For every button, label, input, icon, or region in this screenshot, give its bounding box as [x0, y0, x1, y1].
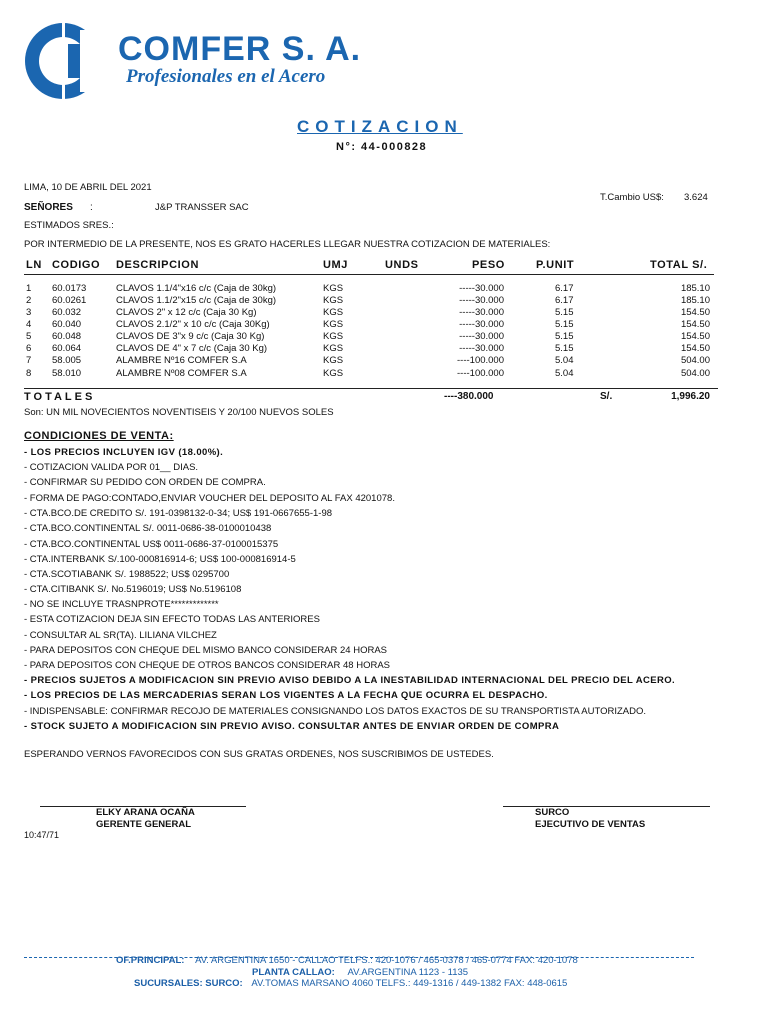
footer-sucursales-text: AV.TOMAS MARSANO 4060 TELFS.: 449-1316 / 449-1382 FAX: 448-0615	[251, 978, 568, 989]
row-ln: 6	[26, 343, 32, 354]
table-header	[0, 259, 768, 273]
condition-item: - CONSULTAR AL SR(TA). LILIANA VILCHEZ	[24, 630, 217, 641]
footer-planta-text: AV.ARGENTINA 1123 - 1135	[347, 967, 469, 978]
row-code: 58.010	[52, 368, 82, 379]
condition-item: - CTA.BCO.CONTINENTAL US$ 0011-0686-37-0100015375	[24, 539, 279, 550]
row-peso: -----30.000	[459, 307, 504, 318]
table-row	[0, 331, 768, 343]
row-peso: ----100.000	[457, 368, 504, 379]
row-ln: 4	[26, 319, 32, 330]
row-code: 60.0261	[52, 295, 87, 306]
row-punit: 6.17	[555, 295, 574, 306]
row-total: 504.00	[680, 355, 710, 366]
intro-text: POR INTERMEDIO DE LA PRESENTE, NOS ES GRATO HACERLES LLEGAR NUESTRA COTIZACION DE MATERIALES:	[24, 239, 551, 250]
row-peso: ----100.000	[457, 355, 504, 366]
amount-in-words: Son: UN MIL NOVECIENTOS NOVENTISEIS Y 20/100 NUEVOS SOLES	[24, 407, 334, 418]
row-punit: 5.15	[555, 331, 574, 342]
footer-sucursales	[134, 978, 567, 989]
left-signer-name: ELKY ARANA OCAÑA	[96, 807, 195, 818]
totals-rule	[24, 388, 718, 389]
footer-principal-text: AV. ARGENTINA 1650 - CALLAO TELFS.: 420-1076 / 465-0378 / 465-0774 FAX: 420-1078	[195, 955, 578, 966]
row-code: 60.048	[52, 331, 82, 342]
table-row	[0, 295, 768, 307]
company-slogan: Profesionales en el Acero	[126, 66, 326, 87]
row-punit: 5.15	[555, 319, 574, 330]
row-desc: CLAVOS 2.1/2" x 10 c/c (Caja 30Kg)	[116, 319, 270, 330]
row-peso: -----30.000	[459, 283, 504, 294]
exchange-rate-label: T.Cambio US$:	[600, 192, 664, 203]
condition-item: - COTIZACION VALIDA POR 01__ DIAS.	[24, 462, 199, 473]
left-signer-title: GERENTE GENERAL	[96, 819, 192, 830]
place-date: LIMA, 10 DE ABRIL DEL 2021	[24, 182, 152, 193]
col-punit: P.UNIT	[536, 259, 575, 271]
footer-principal	[116, 955, 578, 966]
table-row	[0, 319, 768, 331]
row-punit: 5.15	[555, 343, 574, 354]
row-code: 60.032	[52, 307, 82, 318]
print-time: 10:47/71	[24, 830, 60, 840]
col-codigo: CODIGO	[52, 259, 101, 271]
condition-item: - FORMA DE PAGO:CONTADO,ENVIAR VOUCHER DEL DEPOSITO AL FAX 4201078.	[24, 493, 395, 504]
condition-item: - PARA DEPOSITOS CON CHEQUE DE OTROS BANCOS CONSIDERAR 48 HORAS	[24, 660, 390, 671]
row-total: 504.00	[680, 368, 710, 379]
company-name: COMFER S. A.	[118, 30, 362, 68]
row-umj: KGS	[323, 307, 344, 318]
totals-label: TOTALES	[24, 391, 96, 403]
condition-item: - CTA.SCOTIABANK S/. 1988522; US$ 0295700	[24, 569, 230, 580]
col-unds: UNDS	[385, 259, 419, 271]
row-desc: ALAMBRE Nº16 COMFER S.A	[116, 355, 247, 366]
condition-item: - CONFIRMAR SU PEDIDO CON ORDEN DE COMPRA.	[24, 477, 266, 488]
right-signer-title: EJECUTIVO DE VENTAS	[535, 819, 646, 830]
row-code: 58.005	[52, 355, 82, 366]
row-desc: CLAVOS DE 3"x 9 c/c (Caja 30 Kg)	[116, 331, 265, 342]
col-total: TOTAL S/.	[650, 259, 708, 271]
client-name: J&P TRANSSER SAC	[155, 202, 249, 213]
row-total: 185.10	[680, 283, 710, 294]
table-row	[0, 368, 768, 380]
row-peso: -----30.000	[459, 295, 504, 306]
footer-sucursales-label: SUCURSALES: SURCO:	[134, 978, 243, 989]
row-code: 60.040	[52, 319, 82, 330]
col-peso: PESO	[472, 259, 505, 271]
footer-planta-label: PLANTA CALLAO:	[252, 967, 335, 978]
condition-item: - ESTA COTIZACION DEJA SIN EFECTO TODAS LAS ANTERIORES	[24, 614, 320, 625]
row-ln: 3	[26, 307, 32, 318]
greeting: ESTIMADOS SRES.:	[24, 220, 114, 231]
row-umj: KGS	[323, 295, 344, 306]
col-umj: UMJ	[323, 259, 349, 271]
row-umj: KGS	[323, 331, 344, 342]
condition-item: - PARA DEPOSITOS CON CHEQUE DEL MISMO BANCO CONSIDERAR 24 HORAS	[24, 645, 388, 656]
footer-principal-label: OF.PRINCIPAL:	[116, 955, 185, 966]
totals-peso: ----380.000	[444, 391, 494, 402]
condition-item: - STOCK SUJETO A MODIFICACION SIN PREVIO AVISO. CONSULTAR ANTES DE ENVIAR ORDEN DE COMPRA	[24, 721, 560, 732]
row-peso: -----30.000	[459, 319, 504, 330]
row-ln: 1	[26, 283, 32, 294]
row-total: 154.50	[680, 319, 710, 330]
footer-planta	[252, 967, 468, 978]
logo-mark-icon	[24, 22, 120, 100]
row-desc: CLAVOS 1.1/2"x15 c/c (Caja de 30kg)	[116, 295, 277, 306]
row-umj: KGS	[323, 283, 344, 294]
row-umj: KGS	[323, 319, 344, 330]
row-code: 60.064	[52, 343, 82, 354]
table-row	[0, 355, 768, 367]
row-code: 60.0173	[52, 283, 87, 294]
row-desc: ALAMBRE Nº08 COMFER S.A	[116, 368, 247, 379]
condition-item: - PRECIOS SUJETOS A MODIFICACION SIN PREVIO AVISO DEBIDO A LA INESTABILIDAD INTERNACIONAL DEL PRECIO DEL ACERO.	[24, 675, 676, 686]
condition-item: - LOS PRECIOS DE LAS MERCADERIAS SERAN LOS VIGENTES A LA FECHA QUE OCURRA EL DESPACHO.	[24, 690, 548, 701]
row-punit: 5.15	[555, 307, 574, 318]
row-ln: 7	[26, 355, 32, 366]
table-row	[0, 343, 768, 355]
row-punit: 5.04	[555, 368, 574, 379]
row-punit: 6.17	[555, 283, 574, 294]
right-signer-name: SURCO	[535, 807, 570, 818]
row-ln: 8	[26, 368, 32, 379]
col-descripcion: DESCRIPCION	[116, 259, 199, 271]
totals-amount: 1,996.20	[671, 391, 710, 402]
col-ln: LN	[26, 259, 42, 271]
row-umj: KGS	[323, 343, 344, 354]
condition-item: - INDISPENSABLE: CONFIRMAR RECOJO DE MATERIALES CONSIGNANDO LOS DATOS EXACTOS DE SU TRANSPORTISTA AUTORIZADO.	[24, 706, 647, 717]
conditions-title: CONDICIONES DE VENTA:	[24, 430, 174, 442]
condition-item: - CTA.BCO.DE CREDITO S/. 191-0398132-0-34; US$ 191-0667655-1-98	[24, 508, 333, 519]
document-number: N°: 44-000828	[336, 141, 428, 153]
row-punit: 5.04	[555, 355, 574, 366]
totals-currency: S/.	[600, 391, 613, 402]
table-row	[0, 307, 768, 319]
row-umj: KGS	[323, 355, 344, 366]
condition-item: - NO SE INCLUYE TRASNPROTE*************	[24, 599, 219, 610]
row-desc: CLAVOS 2" x 12 c/c (Caja 30 Kg)	[116, 307, 257, 318]
condition-item: - CTA.CITIBANK S/. No.5196019; US$ No.5196108	[24, 584, 242, 595]
senores-colon: :	[90, 202, 93, 213]
row-total: 185.10	[680, 295, 710, 306]
row-peso: -----30.000	[459, 331, 504, 342]
exchange-rate-value: 3.624	[684, 192, 708, 203]
row-peso: -----30.000	[459, 343, 504, 354]
senores-label: SEÑORES	[24, 202, 73, 213]
row-total: 154.50	[680, 343, 710, 354]
row-desc: CLAVOS DE 4" x 7 c/c (Caja 30 Kg)	[116, 343, 268, 354]
row-umj: KGS	[323, 368, 344, 379]
closing-text: ESPERANDO VERNOS FAVORECIDOS CON SUS GRATAS ORDENES, NOS SUSCRIBIMOS DE USTEDES.	[24, 749, 494, 760]
condition-item: - LOS PRECIOS INCLUYEN IGV (18.00%).	[24, 447, 224, 458]
company-logo	[24, 22, 120, 100]
table-header-rule	[24, 274, 714, 275]
row-ln: 5	[26, 331, 32, 342]
row-ln: 2	[26, 295, 32, 306]
row-total: 154.50	[680, 331, 710, 342]
table-row	[0, 283, 768, 295]
condition-item: - CTA.BCO.CONTINENTAL S/. 0011-0686-38-0100010438	[24, 523, 272, 534]
row-desc: CLAVOS 1.1/4"x16 c/c (Caja de 30kg)	[116, 283, 277, 294]
row-total: 154.50	[680, 307, 710, 318]
condition-item: - CTA.INTERBANK S/.100-000816914-6; US$ 100-000816914-5	[24, 554, 296, 565]
document-title: COTIZACION	[297, 117, 463, 136]
